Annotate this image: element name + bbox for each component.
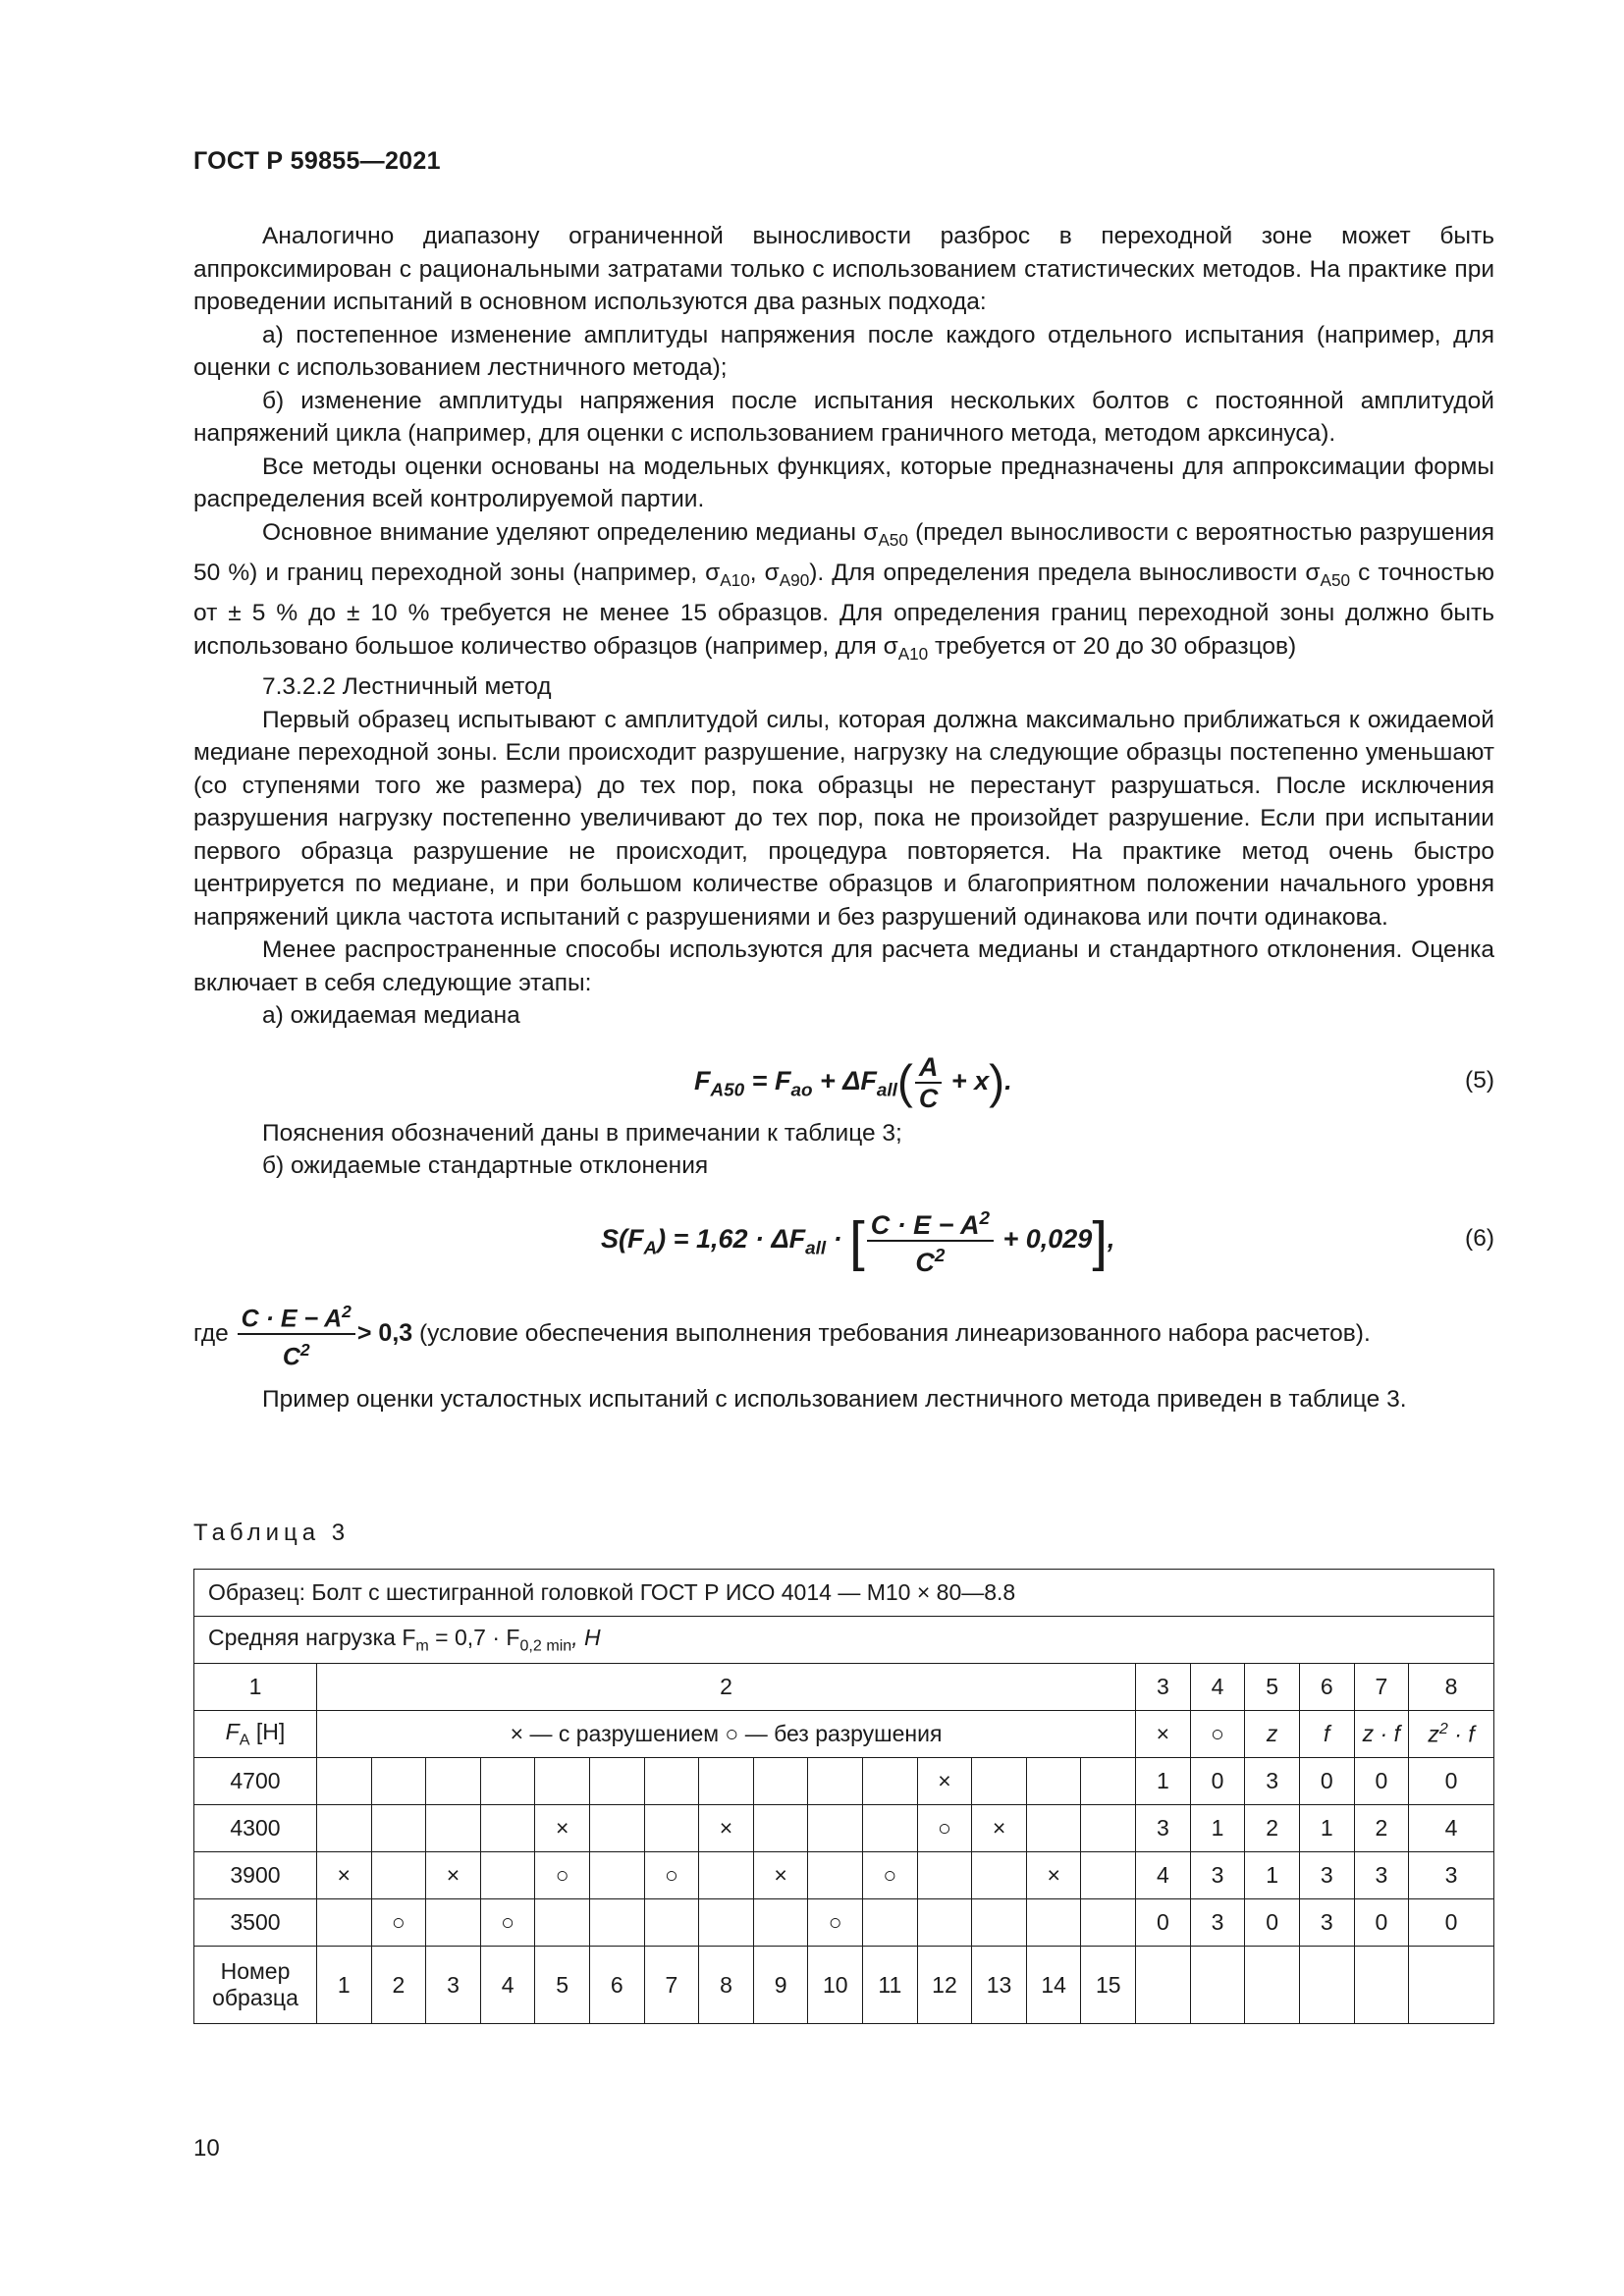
- table-cell: 2: [371, 1947, 426, 2024]
- table-cell: f: [1299, 1711, 1354, 1758]
- result-mark-cell: [590, 1758, 645, 1805]
- formula-5: [193, 1033, 1494, 1117]
- result-mark-cell: [371, 1805, 426, 1852]
- table-cell: 10: [808, 1947, 863, 2024]
- result-mark-cell: [808, 1852, 863, 1899]
- result-mark-cell: [1081, 1758, 1136, 1805]
- stat-cell: 1: [1245, 1852, 1300, 1899]
- sample-cell: Образец: Болт с шестигранной головкой ГОСТ Р ИСО 4014 — М10 × 80—8.8: [194, 1570, 1494, 1617]
- table-cell: [1354, 1947, 1409, 2024]
- staircase-table: [193, 1569, 1494, 2024]
- result-mark-cell: [699, 1758, 754, 1805]
- table-cell: z: [1245, 1711, 1300, 1758]
- table-cell: 1: [316, 1947, 371, 2024]
- table-cell: ○: [1190, 1711, 1245, 1758]
- list-item-a: а) постепенное изменение амплитуды напряжения после каждого отдельного испытания (например, для оценки с использованием лестничного метода);: [193, 321, 1494, 381]
- document-header: ГОСТ Р 59855—2021: [193, 147, 441, 175]
- table-row: [194, 1758, 1494, 1805]
- list-item-b: б) изменение амплитуды напряжения после испытания нескольких болтов с постоянной амплитудой напряжений цикла (например, для оценки с использованием граничного метода, методом арксинуса).: [193, 387, 1494, 447]
- table-cell: 7: [644, 1947, 699, 2024]
- result-mark-cell: [1081, 1852, 1136, 1899]
- result-mark-cell: [590, 1805, 645, 1852]
- stat-cell: 0: [1409, 1899, 1494, 1947]
- specimen-label: Номер образца: [194, 1947, 317, 2024]
- table-cell: 15: [1081, 1947, 1136, 2024]
- result-mark-cell: [1026, 1805, 1081, 1852]
- result-mark-cell: [480, 1758, 535, 1805]
- table-cell: [1245, 1947, 1300, 2024]
- condition-formula: $\frac{C \cdot E - A^2}{C^2}$ > 0,3: [236, 1319, 413, 1347]
- table-cell: [1190, 1947, 1245, 2024]
- result-mark-cell: ×: [535, 1805, 590, 1852]
- stat-cell: 0: [1354, 1899, 1409, 1947]
- result-mark-cell: [426, 1805, 481, 1852]
- stat-cell: 3: [1299, 1852, 1354, 1899]
- stat-cell: 0: [1354, 1758, 1409, 1805]
- paragraph: Менее распространенные способы используются для расчета медианы и стандартного отклонения. Оценка включает в себя следующие этапы:: [193, 936, 1494, 996]
- result-mark-cell: [917, 1852, 972, 1899]
- result-mark-cell: [371, 1852, 426, 1899]
- table-cell: $z^2 \cdot f$: [1409, 1711, 1494, 1758]
- stat-cell: 2: [1354, 1805, 1409, 1852]
- result-mark-cell: [316, 1758, 371, 1805]
- table-body: [194, 1758, 1494, 1947]
- result-mark-cell: [480, 1852, 535, 1899]
- result-mark-cell: [644, 1758, 699, 1805]
- result-mark-cell: [699, 1852, 754, 1899]
- table-cell: 3: [426, 1947, 481, 2024]
- list-item-a: а) ожидаемая медиана: [262, 1002, 520, 1030]
- stat-cell: 3: [1354, 1852, 1409, 1899]
- table-cell: [1409, 1947, 1494, 2024]
- table-cell: 8: [699, 1947, 754, 2024]
- stat-cell: 3: [1299, 1899, 1354, 1947]
- stat-cell: 0: [1299, 1758, 1354, 1805]
- stat-cell: 1: [1299, 1805, 1354, 1852]
- stat-cell: 3: [1136, 1805, 1191, 1852]
- stat-cell: 0: [1136, 1899, 1191, 1947]
- result-mark-cell: [480, 1805, 535, 1852]
- stat-cell: 1: [1136, 1758, 1191, 1805]
- load-cell: Средняя нагрузка $F_m = 0,7 \cdot F_{0,2 min}$, H: [194, 1617, 1494, 1664]
- specimen-row: [194, 1947, 1494, 2024]
- legend-cell: × — с разрушением ○ — без разрушения: [316, 1711, 1135, 1758]
- section-heading: 7.3.2.2 Лестничный метод: [262, 673, 552, 701]
- result-mark-cell: [753, 1805, 808, 1852]
- table-cell: 4: [1190, 1664, 1245, 1711]
- result-mark-cell: [535, 1899, 590, 1947]
- paragraph: Аналогично диапазону ограниченной выносливости разброс в переходной зоне может быть аппроксимирован с рациональными затратами только с использованием статистических методов. На практике при проведении испытаний в основном используются два разных подхода:: [193, 223, 1494, 315]
- table-row: [194, 1617, 1494, 1664]
- table-cell: 9: [753, 1947, 808, 2024]
- paragraph: Пояснения обозначений даны в примечании к таблице 3;: [262, 1119, 902, 1147]
- table-cell: 6: [590, 1947, 645, 2024]
- table-cell: z · f: [1354, 1711, 1409, 1758]
- result-mark-cell: [1081, 1805, 1136, 1852]
- result-mark-cell: [972, 1758, 1027, 1805]
- table-cell: 2: [316, 1664, 1135, 1711]
- load-value-cell: 3500: [194, 1899, 317, 1947]
- result-mark-cell: ×: [699, 1805, 754, 1852]
- stat-cell: 1: [1190, 1805, 1245, 1852]
- result-mark-cell: [316, 1805, 371, 1852]
- result-mark-cell: ○: [535, 1852, 590, 1899]
- stat-cell: 3: [1190, 1852, 1245, 1899]
- table-cell: 11: [863, 1947, 918, 2024]
- result-mark-cell: [590, 1899, 645, 1947]
- table-cell: 13: [972, 1947, 1027, 2024]
- result-mark-cell: [917, 1899, 972, 1947]
- fa-header: $F_A$ [H]: [194, 1711, 317, 1758]
- formula-6-number: (6): [1465, 1224, 1494, 1252]
- table-cell: 6: [1299, 1664, 1354, 1711]
- result-mark-cell: [863, 1899, 918, 1947]
- result-mark-cell: ×: [1026, 1852, 1081, 1899]
- column-number-row: [194, 1664, 1494, 1711]
- table-row: [194, 1570, 1494, 1617]
- page-number: 10: [193, 2135, 220, 2162]
- stat-cell: 3: [1409, 1852, 1494, 1899]
- table-cell: 14: [1026, 1947, 1081, 2024]
- stat-cell: 0: [1409, 1758, 1494, 1805]
- paragraph-median: Основное внимание уделяют определению медианы $\sigma_{A50}$ (предел выносливости с вероятностью разрушения 50 %) и границ переходной зоны (например, $\sigma_{A10}$, $\sigma_{A90}$). Для определения предела выносливости $\sigma_{A50}$ с точностью от ± 5 % до ± 10 % требуется не менее 15 образцов. Для определения границ переходной зоны должно быть использовано большое количество образцов (например, для $\sigma_{A10}$ требуется от 20 до 30 образцов): [193, 518, 1494, 664]
- table-cell: 7: [1354, 1664, 1409, 1711]
- result-mark-cell: [1081, 1899, 1136, 1947]
- table-caption: Таблица 3: [193, 1520, 351, 1546]
- result-mark-cell: ×: [426, 1852, 481, 1899]
- stat-cell: 3: [1245, 1758, 1300, 1805]
- result-mark-cell: [644, 1899, 699, 1947]
- paragraph: Пример оценки усталостных испытаний с использованием лестничного метода приведен в таблице 3.: [262, 1386, 1407, 1414]
- result-mark-cell: ×: [316, 1852, 371, 1899]
- result-mark-cell: [426, 1758, 481, 1805]
- table-row: [194, 1899, 1494, 1947]
- result-mark-cell: [972, 1899, 1027, 1947]
- list-item-b: б) ожидаемые стандартные отклонения: [262, 1152, 709, 1180]
- table-row: [194, 1852, 1494, 1899]
- load-value-cell: 4300: [194, 1805, 317, 1852]
- formula-5-number: (5): [1465, 1066, 1494, 1094]
- result-mark-cell: [753, 1899, 808, 1947]
- result-mark-cell: [316, 1899, 371, 1947]
- stat-cell: 3: [1190, 1899, 1245, 1947]
- header-row: [194, 1711, 1494, 1758]
- table-row: [194, 1805, 1494, 1852]
- result-mark-cell: [753, 1758, 808, 1805]
- table-cell: ×: [1136, 1711, 1191, 1758]
- result-mark-cell: [808, 1805, 863, 1852]
- result-mark-cell: [972, 1852, 1027, 1899]
- result-mark-cell: [1026, 1899, 1081, 1947]
- result-mark-cell: [644, 1805, 699, 1852]
- table-cell: 1: [194, 1664, 317, 1711]
- table-cell: 5: [1245, 1664, 1300, 1711]
- result-mark-cell: [426, 1899, 481, 1947]
- result-mark-cell: ○: [808, 1899, 863, 1947]
- result-mark-cell: [1026, 1758, 1081, 1805]
- result-mark-cell: ×: [972, 1805, 1027, 1852]
- result-mark-cell: [863, 1805, 918, 1852]
- table-cell: 4: [480, 1947, 535, 2024]
- result-mark-cell: ○: [644, 1852, 699, 1899]
- stat-cell: 0: [1190, 1758, 1245, 1805]
- result-mark-cell: ○: [480, 1899, 535, 1947]
- result-mark-cell: [808, 1758, 863, 1805]
- load-value-cell: 3900: [194, 1852, 317, 1899]
- stat-cell: 4: [1409, 1805, 1494, 1852]
- table-cell: [1299, 1947, 1354, 2024]
- formula-6: [193, 1183, 1494, 1289]
- stat-cell: 2: [1245, 1805, 1300, 1852]
- result-mark-cell: [863, 1758, 918, 1805]
- table-cell: [1136, 1947, 1191, 2024]
- result-mark-cell: [590, 1852, 645, 1899]
- result-mark-cell: [371, 1758, 426, 1805]
- formula-5-expression: $F_{A50} = F_{ao} + \Delta F_{all}$( $\frac{A}{C}$ + x).: [694, 1051, 1012, 1113]
- paragraph: Первый образец испытывают с амплитудой силы, которая должна максимально приближаться к ожидаемой медиане переходной зоны. Если происходит разрушение, нагрузку на следующие образцы постепенно уменьшают (со ступенями того же размера) до тех пор, пока образцы не перестанут разрушаться. После исключения разрушения нагрузку постепенно увеличивают до тех пор, пока не произойдет разрушение. Если при испытании первого образца разрушение не происходит, процедура повторяется. На практике метод очень быстро центрируется по медиане, и при большом количестве образцов и благоприятном положении начального уровня напряжений цикла частота испытаний с разрушениями и без разрушений одинакова или почти одинакова.: [193, 706, 1494, 931]
- result-mark-cell: ×: [917, 1758, 972, 1805]
- result-mark-cell: [535, 1758, 590, 1805]
- table-cell: 3: [1136, 1664, 1191, 1711]
- result-mark-cell: ○: [863, 1852, 918, 1899]
- table-cell: 12: [917, 1947, 972, 2024]
- body-text: [193, 220, 1494, 1416]
- result-mark-cell: ×: [753, 1852, 808, 1899]
- result-mark-cell: ○: [917, 1805, 972, 1852]
- result-mark-cell: ○: [371, 1899, 426, 1947]
- stat-cell: 4: [1136, 1852, 1191, 1899]
- table-cell: 8: [1409, 1664, 1494, 1711]
- table-cell: 5: [535, 1947, 590, 2024]
- result-mark-cell: [699, 1899, 754, 1947]
- stat-cell: 0: [1245, 1899, 1300, 1947]
- paragraph: Все методы оценки основаны на модельных функциях, которые предназначены для аппроксимации формы распределения всей контролируемой партии.: [193, 453, 1494, 512]
- load-value-cell: 4700: [194, 1758, 317, 1805]
- formula-6-expression: $S(F_A) = 1,62 \cdot \Delta F_{all}$ · [ $\frac{C \cdot E - A^2}{C^2}$ + 0,029],: [601, 1204, 1114, 1277]
- condition-paragraph: где $\frac{C \cdot E - A^2}{C^2}$ > 0,3 (условие обеспечения выполнения требования линеаризованного набора расчетов).: [193, 1297, 1494, 1372]
